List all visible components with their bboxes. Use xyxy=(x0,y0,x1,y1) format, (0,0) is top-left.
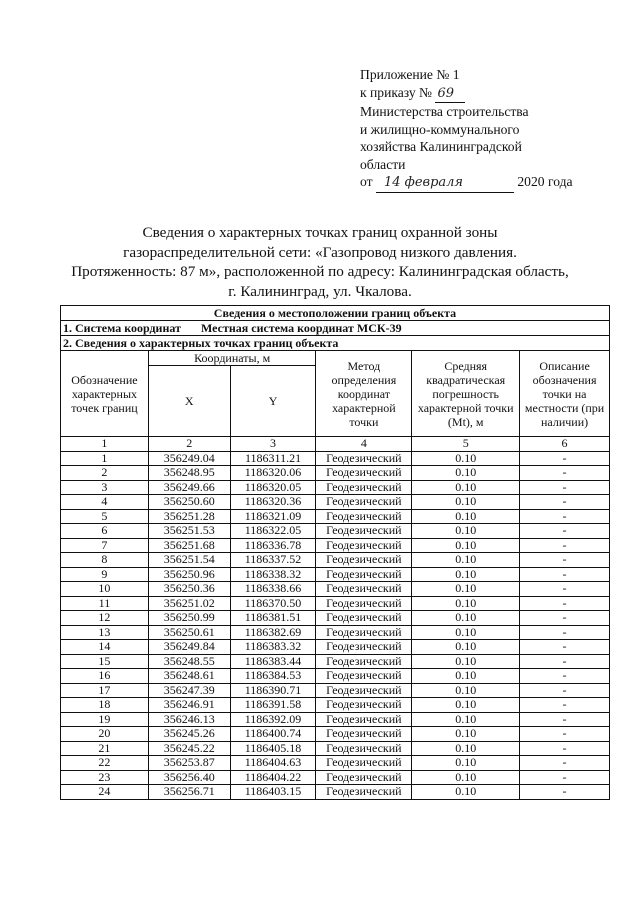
cell-point-number: 17 xyxy=(61,683,149,698)
cell-method: Геодезический xyxy=(316,698,412,713)
header-y: Y xyxy=(230,366,316,437)
cell-y: 1186338.32 xyxy=(230,567,316,582)
table-row xyxy=(61,480,610,495)
cell-error: 0.10 xyxy=(412,640,520,655)
cell-point-number: 13 xyxy=(61,625,149,640)
cell-description: - xyxy=(520,538,610,553)
cell-description: - xyxy=(520,567,610,582)
cell-description: - xyxy=(520,654,610,669)
cell-x: 356251.54 xyxy=(148,553,230,568)
section-2-title: 2. Сведения о характерных точках границ объекта xyxy=(61,336,610,351)
cell-method: Геодезический xyxy=(316,567,412,582)
header-point: Обозначение характерных точек границ xyxy=(61,351,149,437)
cell-y: 1186381.51 xyxy=(230,611,316,626)
cell-x: 356249.66 xyxy=(148,480,230,495)
cell-error: 0.10 xyxy=(412,596,520,611)
column-number: 3 xyxy=(230,437,316,452)
date-handwritten: 14 февраля xyxy=(376,174,514,193)
cell-description: - xyxy=(520,698,610,713)
cell-method: Геодезический xyxy=(316,611,412,626)
cell-method: Геодезический xyxy=(316,669,412,684)
table-row xyxy=(61,611,610,626)
order-reference xyxy=(360,84,573,104)
cell-error: 0.10 xyxy=(412,567,520,582)
table-row xyxy=(61,669,610,684)
cell-method: Геодезический xyxy=(316,683,412,698)
table-row xyxy=(61,683,610,698)
cell-point-number: 22 xyxy=(61,756,149,771)
order-prefix: к приказу № xyxy=(360,84,433,100)
cell-y: 1186370.50 xyxy=(230,596,316,611)
cell-y: 1186311.21 xyxy=(230,451,316,466)
cell-point-number: 11 xyxy=(61,596,149,611)
cell-error: 0.10 xyxy=(412,756,520,771)
cell-x: 356245.22 xyxy=(148,741,230,756)
cell-y: 1186405.18 xyxy=(230,741,316,756)
order-number: 69 xyxy=(435,85,465,104)
cell-method: Геодезический xyxy=(316,625,412,640)
cell-x: 356246.13 xyxy=(148,712,230,727)
table-row xyxy=(61,553,610,568)
cell-method: Геодезический xyxy=(316,509,412,524)
cell-point-number: 2 xyxy=(61,466,149,481)
cell-error: 0.10 xyxy=(412,495,520,510)
cell-description: - xyxy=(520,509,610,524)
cell-y: 1186400.74 xyxy=(230,727,316,742)
header-error: Средняя квадратическая погрешность характерной точки (Mt), м xyxy=(412,351,520,437)
cell-point-number: 8 xyxy=(61,553,149,568)
cell-x: 356246.91 xyxy=(148,698,230,713)
cell-y: 1186320.36 xyxy=(230,495,316,510)
header-coordinates: Координаты, м xyxy=(148,351,316,366)
column-number-row xyxy=(61,437,610,452)
cell-method: Геодезический xyxy=(316,466,412,481)
cell-error: 0.10 xyxy=(412,654,520,669)
column-number: 6 xyxy=(520,437,610,452)
cell-error: 0.10 xyxy=(412,770,520,785)
cell-point-number: 18 xyxy=(61,698,149,713)
cell-description: - xyxy=(520,727,610,742)
order-date xyxy=(360,173,573,193)
cell-y: 1186383.32 xyxy=(230,640,316,655)
cell-point-number: 12 xyxy=(61,611,149,626)
cell-point-number: 3 xyxy=(61,480,149,495)
cell-method: Геодезический xyxy=(316,770,412,785)
coordinate-system-row xyxy=(61,321,610,336)
cell-point-number: 7 xyxy=(61,538,149,553)
cell-description: - xyxy=(520,712,610,727)
cell-method: Геодезический xyxy=(316,451,412,466)
cell-y: 1186384.53 xyxy=(230,669,316,684)
cell-description: - xyxy=(520,611,610,626)
cell-x: 356256.40 xyxy=(148,770,230,785)
document-title xyxy=(60,223,580,301)
cell-method: Геодезический xyxy=(316,756,412,771)
cell-x: 356245.26 xyxy=(148,727,230,742)
cell-x: 356250.96 xyxy=(148,567,230,582)
cell-description: - xyxy=(520,640,610,655)
cell-description: - xyxy=(520,756,610,771)
cell-error: 0.10 xyxy=(412,712,520,727)
cell-point-number: 1 xyxy=(61,451,149,466)
ministry-line-3: хозяйства Калининградской xyxy=(360,139,522,154)
table-row xyxy=(61,582,610,597)
cell-x: 356253.87 xyxy=(148,756,230,771)
cell-description: - xyxy=(520,785,610,800)
cell-point-number: 20 xyxy=(61,727,149,742)
column-number: 1 xyxy=(61,437,149,452)
column-number: 2 xyxy=(148,437,230,452)
cell-y: 1186320.05 xyxy=(230,480,316,495)
cell-method: Геодезический xyxy=(316,712,412,727)
table-row xyxy=(61,538,610,553)
cell-description: - xyxy=(520,669,610,684)
cell-point-number: 24 xyxy=(61,785,149,800)
cell-description: - xyxy=(520,770,610,785)
table-row xyxy=(61,770,610,785)
cell-error: 0.10 xyxy=(412,683,520,698)
cell-description: - xyxy=(520,524,610,539)
cell-y: 1186404.22 xyxy=(230,770,316,785)
cell-x: 356249.04 xyxy=(148,451,230,466)
cell-error: 0.10 xyxy=(412,582,520,597)
cell-point-number: 19 xyxy=(61,712,149,727)
title-line-1: Сведения о характерных точках границ охранной зоны xyxy=(142,224,498,241)
table-row xyxy=(61,756,610,771)
date-suffix: 2020 года xyxy=(517,174,573,189)
cell-method: Геодезический xyxy=(316,640,412,655)
column-number: 5 xyxy=(412,437,520,452)
cell-x: 356251.68 xyxy=(148,538,230,553)
ministry-line-2: и жилищно-коммунального xyxy=(360,121,520,137)
cell-description: - xyxy=(520,466,610,481)
coordinate-system-label: 1. Система координат xyxy=(63,320,181,335)
cell-error: 0.10 xyxy=(412,538,520,553)
cell-description: - xyxy=(520,553,610,568)
table-row xyxy=(61,640,610,655)
cell-error: 0.10 xyxy=(412,509,520,524)
cell-x: 356250.61 xyxy=(148,625,230,640)
coordinate-system-value: Местная система координат МСК-39 xyxy=(200,320,402,335)
cell-x: 356248.95 xyxy=(148,466,230,481)
cell-description: - xyxy=(520,596,610,611)
cell-method: Геодезический xyxy=(316,654,412,669)
cell-description: - xyxy=(520,480,610,495)
cell-method: Геодезический xyxy=(316,538,412,553)
cell-x: 356248.55 xyxy=(148,654,230,669)
table-row xyxy=(61,524,610,539)
cell-error: 0.10 xyxy=(412,625,520,640)
cell-error: 0.10 xyxy=(412,480,520,495)
cell-error: 0.10 xyxy=(412,466,520,481)
cell-y: 1186392.09 xyxy=(230,712,316,727)
cell-description: - xyxy=(520,683,610,698)
cell-error: 0.10 xyxy=(412,611,520,626)
table-row xyxy=(61,785,610,800)
table-row xyxy=(61,654,610,669)
section-title: Сведения о местоположении границ объекта xyxy=(61,306,610,321)
cell-point-number: 10 xyxy=(61,582,149,597)
table-row xyxy=(61,712,610,727)
cell-error: 0.10 xyxy=(412,785,520,800)
cell-y: 1186336.78 xyxy=(230,538,316,553)
header-x: X xyxy=(148,366,230,437)
cell-y: 1186322.05 xyxy=(230,524,316,539)
header-description: Описание обозначения точки на местности (при наличии) xyxy=(520,351,610,437)
cell-description: - xyxy=(520,451,610,466)
cell-x: 356250.60 xyxy=(148,495,230,510)
date-prefix: от xyxy=(360,174,373,189)
cell-error: 0.10 xyxy=(412,553,520,568)
cell-x: 356249.84 xyxy=(148,640,230,655)
title-line-4: г. Калининград, ул. Чкалова. xyxy=(228,282,412,300)
table-row xyxy=(61,727,610,742)
cell-x: 356250.36 xyxy=(148,582,230,597)
cell-x: 356247.39 xyxy=(148,683,230,698)
title-line-2: газораспределительной сети: «Газопровод низкого давления. xyxy=(123,243,517,261)
cell-x: 356251.02 xyxy=(148,596,230,611)
column-number: 4 xyxy=(316,437,412,452)
cell-method: Геодезический xyxy=(316,727,412,742)
cell-point-number: 21 xyxy=(61,741,149,756)
table-row xyxy=(61,495,610,510)
cell-error: 0.10 xyxy=(412,451,520,466)
table-row xyxy=(61,596,610,611)
cell-error: 0.10 xyxy=(412,727,520,742)
annex-block xyxy=(360,66,573,193)
cell-y: 1186382.69 xyxy=(230,625,316,640)
cell-y: 1186338.66 xyxy=(230,582,316,597)
cell-point-number: 16 xyxy=(61,669,149,684)
cell-method: Геодезический xyxy=(316,582,412,597)
cell-y: 1186391.58 xyxy=(230,698,316,713)
cell-error: 0.10 xyxy=(412,524,520,539)
cell-point-number: 5 xyxy=(61,509,149,524)
title-line-3: Протяженность: 87 м», расположенной по адресу: Калининградская область, xyxy=(71,263,569,280)
table-row xyxy=(61,741,610,756)
header-method: Метод определения координат характерной точки xyxy=(316,351,412,437)
cell-point-number: 23 xyxy=(61,770,149,785)
table-row xyxy=(61,567,610,582)
cell-description: - xyxy=(520,625,610,640)
cell-method: Геодезический xyxy=(316,524,412,539)
annex-title: Приложение № 1 xyxy=(360,67,460,82)
cell-error: 0.10 xyxy=(412,698,520,713)
cell-y: 1186390.71 xyxy=(230,683,316,698)
cell-y: 1186383.44 xyxy=(230,654,316,669)
cell-error: 0.10 xyxy=(412,669,520,684)
cell-y: 1186337.52 xyxy=(230,553,316,568)
cell-description: - xyxy=(520,495,610,510)
cell-x: 356248.61 xyxy=(148,669,230,684)
ministry-line-4: области xyxy=(360,156,406,172)
cell-method: Геодезический xyxy=(316,596,412,611)
cell-x: 356256.71 xyxy=(148,785,230,800)
table-row xyxy=(61,466,610,481)
cell-point-number: 15 xyxy=(61,654,149,669)
cell-x: 356250.99 xyxy=(148,611,230,626)
cell-method: Геодезический xyxy=(316,741,412,756)
table-row xyxy=(61,509,610,524)
cell-method: Геодезический xyxy=(316,480,412,495)
boundary-points-table xyxy=(60,305,610,800)
cell-method: Геодезический xyxy=(316,495,412,510)
cell-point-number: 14 xyxy=(61,640,149,655)
cell-y: 1186404.63 xyxy=(230,756,316,771)
table-row xyxy=(61,451,610,466)
cell-y: 1186321.09 xyxy=(230,509,316,524)
table-row xyxy=(61,625,610,640)
cell-point-number: 9 xyxy=(61,567,149,582)
cell-x: 356251.53 xyxy=(148,524,230,539)
cell-error: 0.10 xyxy=(412,741,520,756)
cell-point-number: 6 xyxy=(61,524,149,539)
cell-y: 1186403.15 xyxy=(230,785,316,800)
cell-point-number: 4 xyxy=(61,495,149,510)
cell-x: 356251.28 xyxy=(148,509,230,524)
table-row xyxy=(61,698,610,713)
cell-method: Геодезический xyxy=(316,785,412,800)
cell-description: - xyxy=(520,582,610,597)
cell-description: - xyxy=(520,741,610,756)
cell-y: 1186320.06 xyxy=(230,466,316,481)
ministry-line-1: Министерства строительства xyxy=(360,104,529,119)
cell-method: Геодезический xyxy=(316,553,412,568)
